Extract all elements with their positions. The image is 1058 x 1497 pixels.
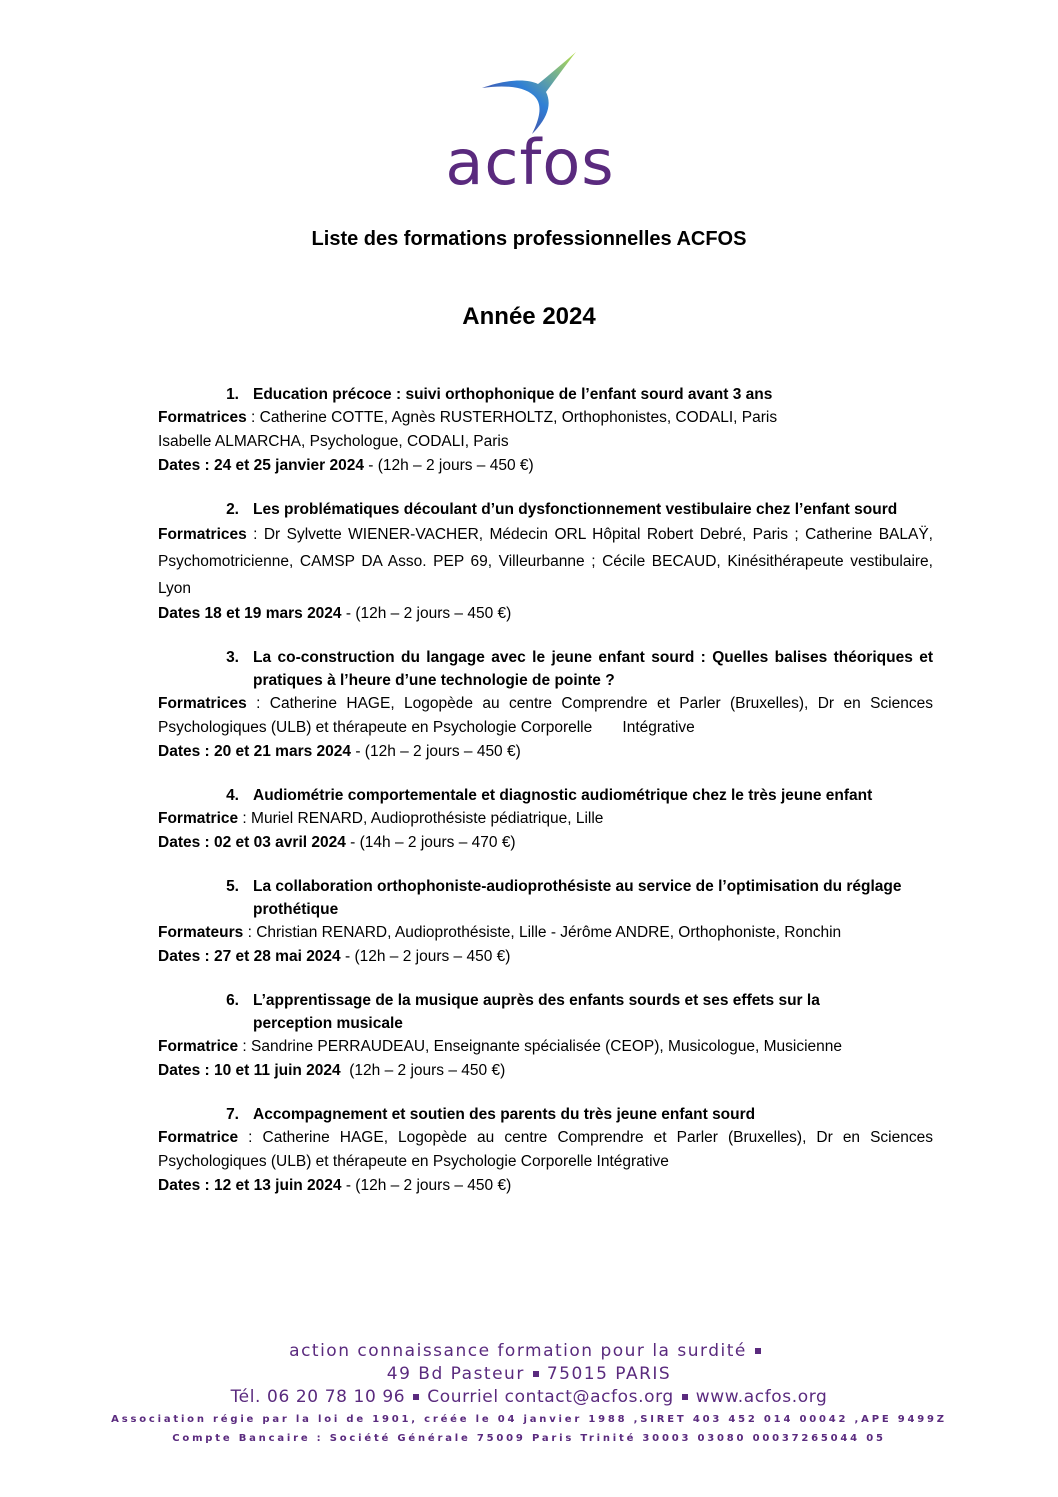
formation-title: Les problématiques découlant d’un dysfonctionnement vestibulaire chez l’enfant sourd <box>253 501 898 518</box>
dates-detail: - (12h – 2 jours – 450 €) <box>340 948 511 965</box>
trainers-text: : Muriel RENARD, Audioprothésiste pédiatrique, Lille <box>238 810 604 827</box>
dates-detail: - (12h – 2 jours – 450 €) <box>341 1177 512 1194</box>
footer-tagline <box>0 1341 1058 1361</box>
formation-title: Accompagnement et soutien des parents du très jeune enfant sourd <box>253 1106 756 1123</box>
trainers-label: Formatrices <box>158 526 247 543</box>
footer-address <box>0 1364 1058 1384</box>
trainers-label: Formatrices <box>158 695 247 712</box>
logo-swoosh-icon <box>470 48 590 138</box>
formation-item <box>158 646 938 764</box>
bullet-icon <box>682 1394 688 1400</box>
dates-detail: - (12h – 2 jours – 450 €) <box>363 457 534 474</box>
formation-number: 7. <box>226 1106 239 1123</box>
dates-label: Dates : 10 et 11 juin 2024 <box>158 1062 341 1079</box>
trainers-label: Formateurs <box>158 924 244 941</box>
trainers-text: : Dr Sylvette WIENER-VACHER, Médecin ORL Hôpital Robert Debré, Paris ; Catherine BALAŸ, Psychomotricienne, CAMSP DA Asso. PEP 69, Villeurbanne ; Cécile BECAUD, Kinésithérapeute vestibulaire, Lyon <box>158 526 933 597</box>
footer-website-link[interactable]: www.acfos.org <box>695 1387 828 1407</box>
trainers-text: : Catherine COTTE, Agnès RUSTERHOLTZ, Orthophonistes, CODALI, Paris <box>246 409 778 426</box>
trainers-text: : Christian RENARD, Audioprothésiste, Lille - Jérôme ANDRE, Orthophoniste, Ronchin <box>243 924 842 941</box>
dates-label: Dates : 02 et 03 avril 2024 <box>158 834 346 851</box>
footer-city: 75015 PARIS <box>546 1364 672 1384</box>
dates-label: Dates : 24 et 25 janvier 2024 <box>158 457 364 474</box>
formation-number: 2. <box>226 501 239 518</box>
formation-item <box>158 498 933 626</box>
trainers-text: : Sandrine PERRAUDEAU, Enseignante spécialisée (CEOP), Musicologue, Musicienne <box>238 1038 843 1055</box>
dates-detail: - (12h – 2 jours – 450 €) <box>341 605 512 622</box>
formation-title: L’apprentissage de la musique auprès des enfants sourds et ses effets sur la perception musicale <box>253 992 820 1032</box>
dates-label: Dates 18 et 19 mars 2024 <box>158 605 342 622</box>
formation-title: Audiométrie comportementale et diagnostic audiométrique chez le très jeune enfant <box>253 787 873 804</box>
trainers-text: : Catherine HAGE, Logopède au centre Comprendre et Parler (Bruxelles), Dr en Sciences Psychologiques (ULB) et thérapeute en Psychologie Corporelle Intégrative <box>158 1129 933 1170</box>
bullet-icon <box>413 1394 419 1400</box>
footer-phone: Tél. 06 20 78 10 96 <box>230 1387 406 1407</box>
trainers-text: Isabelle ALMARCHA, Psychologue, CODALI, Paris <box>158 433 509 450</box>
formation-number: 1. <box>226 386 239 403</box>
formation-item <box>158 875 933 969</box>
bullet-icon <box>755 1348 761 1354</box>
formation-title: Education précoce : suivi orthophonique de l’enfant sourd avant 3 ans <box>253 386 773 403</box>
footer-legal: Association régie par la loi de 1901, créée le 04 janvier 1988 ,SIRET 403 452 014 00042 ,APE 9499Z <box>111 1414 947 1425</box>
footer-tagline-text: action connaissance formation pour la surdité <box>289 1341 747 1361</box>
footer-email-link[interactable]: Courriel contact@acfos.org <box>427 1387 674 1407</box>
formation-number: 5. <box>226 878 239 895</box>
logo-text: acfos <box>445 126 615 199</box>
page-title: Liste des formations professionnelles ACFOS <box>311 228 747 250</box>
dates-detail: (12h – 2 jours – 450 €) <box>340 1062 506 1079</box>
trainers-label: Formatrice <box>158 1129 239 1146</box>
footer-contact <box>0 1387 1058 1407</box>
page-subtitle-year: Année 2024 <box>462 303 596 330</box>
formation-item <box>158 784 933 855</box>
footer-bank: Compte Bancaire : Société Générale 75009 Paris Trinité 30003 03080 00037265044 05 <box>172 1433 886 1444</box>
trainers-label: Formatrice <box>158 1038 239 1055</box>
dates-label: Dates : 20 et 21 mars 2024 <box>158 743 352 760</box>
dates-label: Dates : 12 et 13 juin 2024 <box>158 1177 342 1194</box>
formations-list <box>158 383 938 1218</box>
dates-label: Dates : 27 et 28 mai 2024 <box>158 948 341 965</box>
dates-detail: - (14h – 2 jours – 470 €) <box>345 834 516 851</box>
formation-number: 3. <box>226 649 239 666</box>
trainers-label: Formatrices <box>158 409 247 426</box>
acfos-logo <box>430 48 630 198</box>
footer-street: 49 Bd Pasteur <box>386 1364 525 1384</box>
formation-item <box>158 383 933 478</box>
formation-item <box>158 1103 933 1198</box>
formation-title: La collaboration orthophoniste-audioprothésiste au service de l’optimisation du réglage prothétique <box>253 878 902 918</box>
dates-detail: - (12h – 2 jours – 450 €) <box>351 743 521 760</box>
formation-number: 4. <box>226 787 239 804</box>
trainers-label: Formatrice <box>158 810 239 827</box>
bullet-icon <box>533 1371 539 1377</box>
trainers-text: : Catherine HAGE, Logopède au centre Comprendre et Parler (Bruxelles), Dr en Sciences Psychologiques (ULB) et thérapeute en Psychologie Corporelle Intégrative <box>158 695 938 736</box>
formation-number: 6. <box>226 992 239 1009</box>
formation-title: La co-construction du langage avec le jeune enfant sourd : Quelles balises théoriques et pratiques à l’heure d’une technologie de pointe ? <box>253 649 933 689</box>
formation-item <box>158 989 933 1083</box>
